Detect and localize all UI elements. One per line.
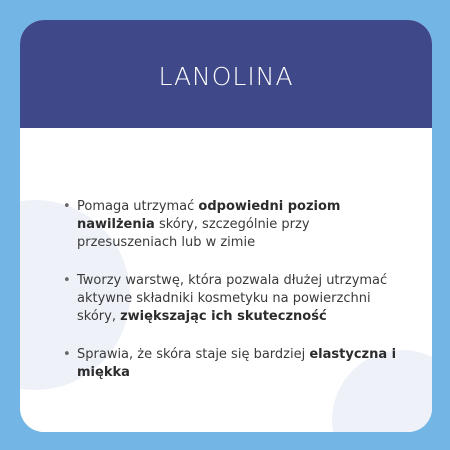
list-item — [63, 198, 398, 252]
bullet-dot-icon: • — [63, 199, 71, 214]
text-segment-bold: elastyczna i miękka — [77, 347, 397, 380]
text-segment: Sprawia, że skóra staje się bardziej — [77, 347, 310, 362]
bullet-dot-icon: • — [63, 347, 71, 362]
list-item — [63, 346, 398, 382]
text-segment-bold: zwiększając ich skuteczność — [120, 309, 327, 324]
text-segment: Tworzy warstwę, która pozwala dłużej utrzymać aktywne składniki kosmetyku na powierzchni skóry, — [77, 273, 388, 324]
card-body — [20, 128, 432, 432]
text-segment-bold: odpowiedni poziom nawilżenia — [77, 199, 341, 232]
info-card — [20, 20, 432, 432]
bullet-text — [77, 199, 340, 250]
bullet-text — [77, 273, 387, 324]
text-segment: Pomaga utrzymać — [77, 199, 199, 214]
text-segment: skóry, szczególnie przy przesuszeniach lub w zimie — [77, 217, 310, 250]
card-title: LANOLINA — [158, 61, 294, 91]
bullet-text — [77, 347, 396, 380]
benefits-list — [63, 198, 398, 402]
list-item — [63, 272, 398, 326]
bullet-dot-icon: • — [63, 273, 71, 288]
card-header — [20, 20, 432, 128]
